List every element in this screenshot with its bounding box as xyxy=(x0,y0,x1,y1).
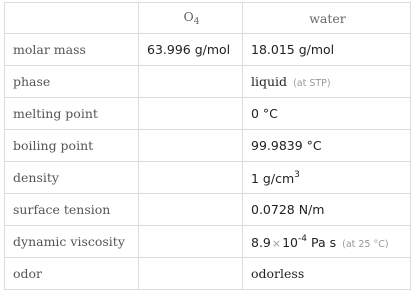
water-value xyxy=(243,66,411,98)
row-label: odor xyxy=(5,258,139,290)
o4-value xyxy=(139,130,243,162)
times-sign: × xyxy=(271,236,282,250)
viscosity-unit: Pa s xyxy=(310,234,337,250)
properties-table-container xyxy=(4,2,411,290)
water-density: 1 g/cm xyxy=(251,170,295,186)
water-phase: liquid xyxy=(251,74,288,89)
water-value: odorless xyxy=(243,258,411,290)
row-label: density xyxy=(5,162,139,194)
viscosity-exponent: -4 xyxy=(298,233,307,244)
table-row xyxy=(5,162,411,194)
o4-value: 63.996 g/mol xyxy=(139,34,243,66)
viscosity-mantissa: 8.9 xyxy=(251,234,271,250)
table-row xyxy=(5,34,411,66)
o4-value xyxy=(139,258,243,290)
water-value: 0.0728 N/m xyxy=(243,194,411,226)
row-label: melting point xyxy=(5,98,139,130)
o4-value xyxy=(139,66,243,98)
header-o4 xyxy=(139,3,243,34)
header-water: water xyxy=(243,3,411,34)
water-value: 0 °C xyxy=(243,98,411,130)
o4-value xyxy=(139,194,243,226)
table-row xyxy=(5,130,411,162)
properties-table xyxy=(4,2,411,290)
header-blank xyxy=(5,3,139,34)
table-row xyxy=(5,226,411,258)
water-value xyxy=(243,226,411,258)
header-row xyxy=(5,3,411,34)
row-label: surface tension xyxy=(5,194,139,226)
water-value: 18.015 g/mol xyxy=(243,34,411,66)
viscosity-note: (at 25 °C) xyxy=(342,238,389,250)
water-value xyxy=(243,162,411,194)
row-label: boiling point xyxy=(5,130,139,162)
header-o4-subscript: 4 xyxy=(193,17,200,27)
o4-value xyxy=(139,98,243,130)
water-phase-note: (at STP) xyxy=(293,78,331,89)
row-label: molar mass xyxy=(5,34,139,66)
viscosity-base: 10 xyxy=(282,234,299,250)
water-density-superscript: 3 xyxy=(294,169,300,180)
o4-value xyxy=(139,226,243,258)
table-row xyxy=(5,66,411,98)
o4-value xyxy=(139,162,243,194)
table-row xyxy=(5,258,411,290)
row-label: dynamic viscosity xyxy=(5,226,139,258)
table-row xyxy=(5,98,411,130)
water-value: 99.9839 °C xyxy=(243,130,411,162)
row-label: phase xyxy=(5,66,139,98)
header-o4-main: O xyxy=(183,9,194,24)
table-row xyxy=(5,194,411,226)
